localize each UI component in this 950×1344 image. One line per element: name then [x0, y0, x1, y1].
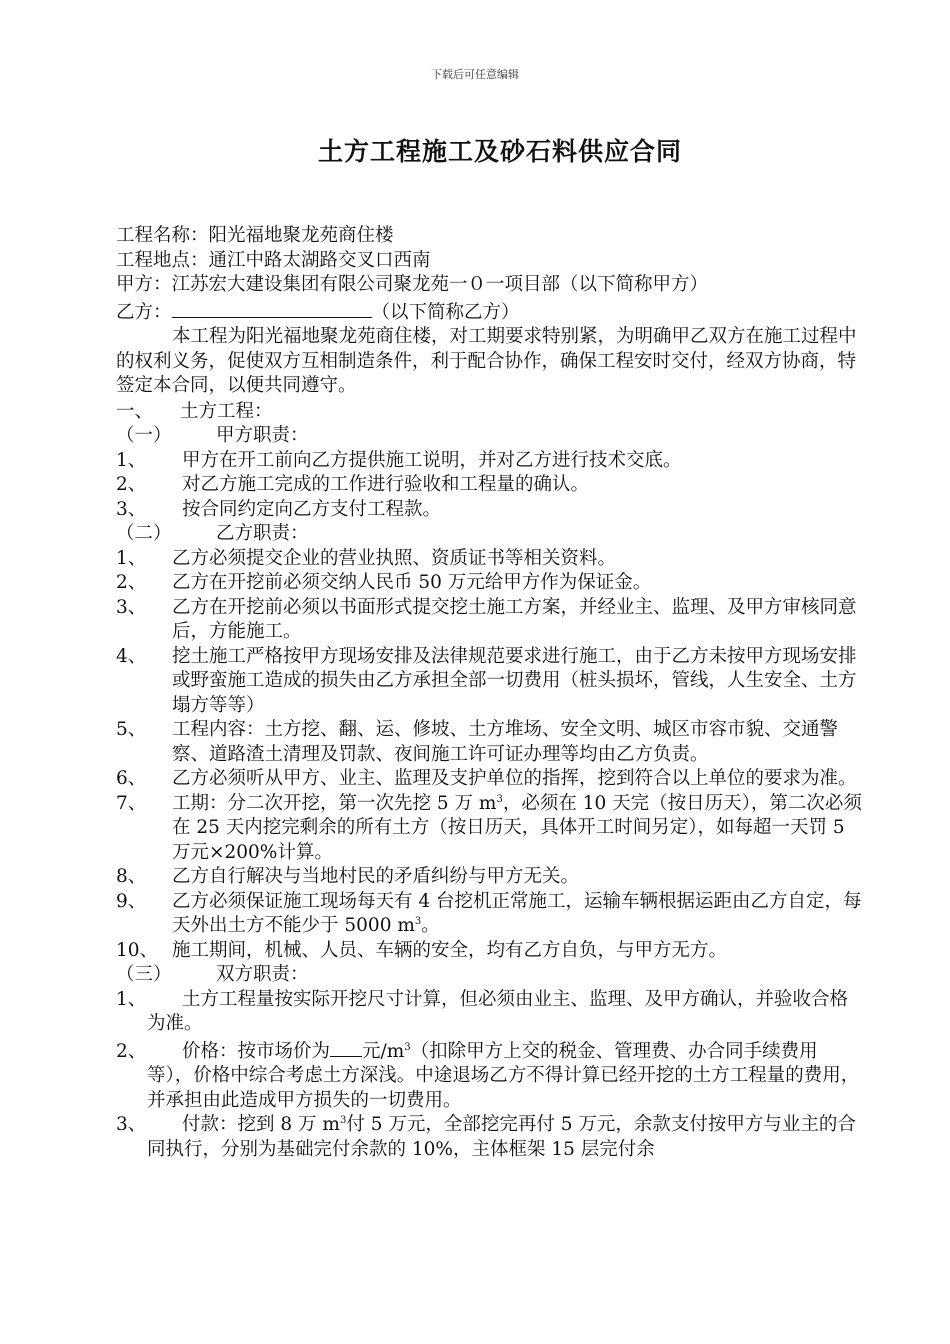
party-b	[116, 298, 862, 326]
project-location: 工程地点：通江中路太湖路交叉口西南	[116, 249, 431, 271]
item-text-part: 价格：按市场价为	[182, 1040, 331, 1062]
item-number: 7、	[116, 792, 147, 814]
item-text: 乙方在开挖前必须以书面形式提交挖土施工方案，并经业主、监理、及甲方审核同意后，方能施工。	[172, 596, 857, 642]
subsection-heading	[116, 522, 862, 547]
list-item	[116, 473, 862, 498]
party-b-label: 乙方：	[116, 301, 172, 323]
subsection-number: （一）	[116, 425, 172, 446]
item-number: 1、	[116, 988, 147, 1010]
list-item	[116, 865, 862, 890]
subsection-heading	[116, 963, 862, 988]
list-item	[116, 547, 862, 572]
list-item	[116, 498, 862, 523]
item-text	[172, 890, 862, 939]
list-item	[116, 939, 862, 964]
superscript: 3	[414, 915, 422, 927]
item-text-part: 。	[421, 915, 440, 936]
item-text: 挖土施工严格按甲方现场安排及法律规范要求进行施工，由于乙方未按甲方现场安排或野蛮施工造成的损失由乙方承担全部一切费用（桩头损坏，管线，人生安全、土方塌方等等）	[172, 645, 857, 716]
superscript: 3	[404, 1041, 411, 1053]
item-text: 施工期间，机械、人员、车辆的安全，均有乙方自负，与甲方无方。	[172, 939, 728, 961]
item-number: 2、	[116, 572, 147, 593]
item-text-part: （扣除甲方上交的税金、管理费、办合同手续费用等），价格中综合考虑土方深浅。中途退场乙方不得计算已经开挖的土方工程量的费用，并承担由此造成甲方损失的一切费用。	[147, 1040, 860, 1111]
item-text: 乙方自行解决与当地村民的矛盾纠纷与甲方无关。	[172, 866, 580, 887]
item-text: 土方工程量按实际开挖尺寸计算，但必须由业主、监理、及甲方确认，并验收合格为准。	[147, 988, 849, 1034]
item-number: 3、	[116, 596, 147, 618]
item-text-part: 乙方必须保证施工现场每天有 4 台挖机正常施工，运输车辆根据运距由乙方自定，每天外出土方不能少于 5000 m	[172, 890, 862, 936]
item-text-part: 元/m	[362, 1040, 405, 1062]
list-item	[116, 767, 862, 792]
section-number: 一、	[116, 400, 154, 422]
subsection-label: 乙方职责：	[216, 523, 309, 544]
item-number: 3、	[116, 498, 147, 520]
superscript: 3	[339, 1114, 347, 1126]
header-note: 下载后可任意编辑	[431, 68, 519, 81]
list-item	[116, 571, 862, 596]
item-number: 1、	[116, 547, 147, 569]
item-number: 10、	[116, 939, 159, 961]
section-heading	[116, 400, 862, 425]
section-label: 土方工程：	[180, 400, 273, 422]
list-item	[116, 890, 862, 939]
list-item	[116, 645, 862, 719]
party-b-blank	[172, 298, 372, 318]
item-text-part: ，必须在 10 天完（按日历天），第二次必须在 25 天内挖完剩余的所有土方（按日历天，具体开工时间另定），如每超一天罚 5 万元×200%计算。	[172, 792, 862, 863]
item-text-part: 付款：挖到 8 万 m	[182, 1114, 340, 1135]
item-text: 工程内容：土方挖、翻、运、修坡、土方堆场、安全文明、城区市容市貌、交通警察、道路渣土清理及罚款、夜间施工许可证办理等均由乙方负责。	[172, 719, 839, 765]
intro-paragraph: 本工程为阳光福地聚龙苑商住楼，对工期要求特别紧，为明确甲乙双方在施工过程中的权利义务，促使双方互相制造条件，利于配合协作，确保工程安时交付，经双方协商，特签定本合同，以便共同遵守。	[116, 326, 857, 396]
subsection-label: 甲方职责：	[216, 425, 309, 446]
item-text: 乙方必须提交企业的营业执照、资质证书等相关资料。	[172, 547, 617, 569]
item-number: 9、	[116, 890, 147, 912]
superscript: 3	[496, 793, 503, 805]
item-text: 按合同约定向乙方支付工程款。	[182, 498, 442, 520]
item-text: 乙方必须听从甲方、业主、监理及支护单位的指挥，挖到符合以上单位的要求为准。	[172, 768, 857, 789]
item-text: 对乙方施工完成的工作进行验收和工程量的确认。	[182, 474, 590, 495]
list-item	[116, 596, 862, 645]
item-number: 6、	[116, 768, 147, 789]
item-text-part: 工期：分二次开挖，第一次先挖 5 万 m	[172, 792, 497, 814]
subsection-number: （三）	[116, 964, 172, 985]
contract-body	[116, 224, 862, 1162]
item-number: 2、	[116, 474, 147, 495]
item-number: 8、	[116, 866, 147, 887]
list-item	[116, 718, 862, 767]
price-blank	[330, 1037, 362, 1057]
subsection-number: （二）	[116, 523, 172, 544]
item-number: 1、	[116, 449, 147, 471]
item-text-part: 付 5 万元，全部挖完再付 5 万元，余款支付按甲方与业主的合同执行，分别为基础完付余款的 10%，主体框架 15 层完付余	[147, 1114, 856, 1160]
item-number: 3、	[116, 1114, 147, 1135]
list-item	[116, 1037, 862, 1114]
document-title: 土方工程施工及砂石料供应合同	[317, 137, 682, 166]
list-item	[116, 988, 862, 1037]
project-name: 工程名称：阳光福地聚龙苑商住楼	[116, 225, 394, 246]
list-item	[116, 449, 862, 474]
item-text: 乙方在开挖前必须交纳人民币 50 万元给甲方作为保证金。	[172, 572, 652, 593]
party-a: 甲方：江苏宏大建设集团有限公司聚龙苑一０一项目部（以下简称甲方）	[116, 274, 709, 295]
party-b-suffix: （以下简称乙方）	[371, 301, 520, 323]
subsection-label: 双方职责：	[216, 964, 309, 985]
subsection-heading	[116, 424, 862, 449]
item-text	[172, 792, 862, 866]
item-text: 甲方在开工前向乙方提供施工说明，并对乙方进行技术交底。	[182, 449, 682, 471]
list-item	[116, 792, 862, 866]
item-number: 4、	[116, 645, 147, 667]
item-number: 2、	[116, 1040, 147, 1062]
item-number: 5、	[116, 719, 147, 740]
list-item	[116, 1113, 862, 1162]
